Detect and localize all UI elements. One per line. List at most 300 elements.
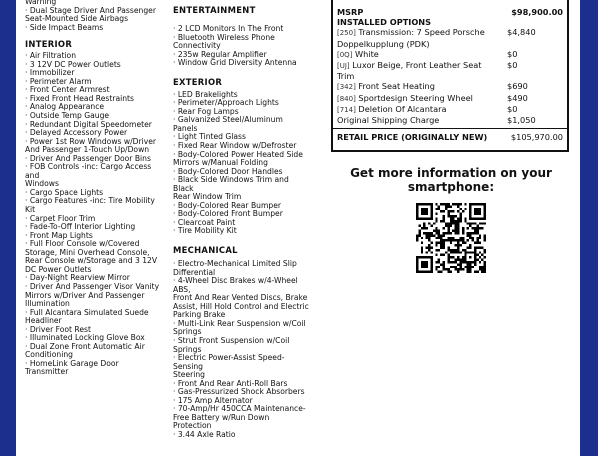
qr-module bbox=[452, 210, 454, 212]
list-item: Differential bbox=[173, 267, 216, 277]
qr-module bbox=[440, 237, 442, 239]
qr-module bbox=[469, 225, 471, 227]
qr-module bbox=[426, 227, 428, 229]
qr-module bbox=[476, 232, 478, 234]
qr-module bbox=[435, 208, 437, 210]
qr-module bbox=[435, 261, 437, 263]
qr-module bbox=[469, 271, 471, 273]
qr-module bbox=[435, 213, 437, 215]
qr-module bbox=[484, 222, 486, 224]
qr-module bbox=[452, 217, 454, 219]
option-description: Front Seat Heating bbox=[355, 81, 435, 92]
qr-module bbox=[443, 246, 445, 248]
list-item: Windows bbox=[25, 179, 59, 189]
list-item: Steering bbox=[173, 370, 206, 380]
list-item: · Full Floor Console w/Covered bbox=[25, 239, 140, 249]
qr-module bbox=[464, 242, 466, 244]
price-box bbox=[331, 0, 569, 152]
list-item: Warning bbox=[25, 0, 57, 6]
qr-module bbox=[433, 234, 435, 236]
qr-module bbox=[430, 232, 432, 234]
list-item: · 235w Regular Amplifier bbox=[173, 49, 267, 59]
qr-module bbox=[457, 222, 459, 224]
qr-module bbox=[474, 271, 476, 273]
qr-module bbox=[459, 237, 461, 239]
installed-options-heading: INSTALLED OPTIONS bbox=[337, 17, 432, 28]
list-item: · LED Brakelights bbox=[173, 89, 238, 99]
qr-module bbox=[459, 213, 461, 215]
list-item: · Side Impact Beams bbox=[25, 22, 104, 32]
qr-module bbox=[452, 251, 454, 253]
list-item: · Window Grid Diversity Antenna bbox=[173, 58, 297, 68]
qr-module bbox=[443, 220, 445, 222]
qr-module bbox=[459, 220, 461, 222]
qr-module bbox=[474, 242, 476, 244]
qr-module bbox=[428, 234, 430, 236]
qr-module bbox=[452, 249, 454, 251]
qr-module bbox=[450, 256, 452, 258]
qr-module bbox=[476, 271, 478, 273]
qr-module bbox=[457, 259, 459, 261]
qr-module bbox=[447, 268, 449, 270]
option-label bbox=[337, 93, 507, 104]
interior-items-list bbox=[25, 52, 161, 377]
list-item: DC Power Outlets bbox=[25, 264, 92, 274]
mechanical-heading: MECHANICAL bbox=[173, 245, 238, 256]
list-item: Assist, Hill Hold Control and Electric bbox=[173, 301, 309, 311]
qr-module bbox=[440, 244, 442, 246]
exterior-heading: EXTERIOR bbox=[173, 76, 223, 87]
list-item: · HomeLink Garage Door Transmitter bbox=[25, 358, 119, 377]
qr-module bbox=[426, 234, 428, 236]
qr-module bbox=[459, 268, 461, 270]
qr-module bbox=[455, 249, 457, 251]
option-code: [0Q] bbox=[337, 50, 353, 59]
qr-module bbox=[479, 256, 481, 258]
qr-module bbox=[476, 254, 478, 256]
list-item: · Body-Colored Door Handles bbox=[173, 166, 283, 176]
option-price: $0 bbox=[507, 60, 518, 71]
qr-module bbox=[440, 239, 442, 241]
qr-module bbox=[445, 203, 447, 205]
qr-module bbox=[469, 232, 471, 234]
qr-module bbox=[416, 237, 418, 239]
shipping-value: $1,050 bbox=[507, 115, 536, 126]
qr-module bbox=[438, 232, 440, 234]
qr-module bbox=[443, 232, 445, 234]
qr-code[interactable] bbox=[416, 203, 486, 273]
qr-module bbox=[452, 239, 454, 241]
qr-module bbox=[467, 268, 469, 270]
qr-module bbox=[455, 215, 457, 217]
list-item: · Driver And Passenger Door Bins bbox=[25, 153, 151, 163]
list-item: · Fade-To-Off Interior Lighting bbox=[25, 222, 136, 232]
option-description: Transmission: 7 Speed Porsche bbox=[355, 27, 485, 38]
qr-module bbox=[438, 259, 440, 261]
qr-module bbox=[430, 251, 432, 253]
qr-module bbox=[459, 239, 461, 241]
qr-module bbox=[443, 203, 445, 205]
qr-module bbox=[472, 239, 474, 241]
list-item: · Multi-Link Rear Suspension w/Coil bbox=[173, 318, 306, 328]
qr-module bbox=[428, 222, 430, 224]
qr-module bbox=[443, 210, 445, 212]
qr-module bbox=[443, 254, 445, 256]
qr-module bbox=[455, 203, 457, 205]
qr-module bbox=[459, 217, 461, 219]
qr-module bbox=[457, 268, 459, 270]
option-row bbox=[337, 93, 563, 104]
qr-module bbox=[474, 263, 476, 265]
qr-module bbox=[423, 222, 425, 224]
qr-module bbox=[443, 239, 445, 241]
option-label bbox=[337, 27, 507, 48]
option-price: $0 bbox=[507, 48, 518, 59]
qr-module bbox=[467, 271, 469, 273]
qr-module bbox=[459, 251, 461, 253]
qr-module bbox=[467, 263, 469, 265]
qr-module bbox=[457, 244, 459, 246]
qr-module bbox=[428, 249, 430, 251]
qr-module bbox=[455, 222, 457, 224]
more-info-line2: smartphone: bbox=[407, 180, 495, 194]
retail-label: RETAIL PRICE (ORIGINALLY NEW) bbox=[337, 132, 488, 143]
qr-module bbox=[476, 230, 478, 232]
option-row bbox=[337, 104, 563, 115]
qr-module bbox=[418, 232, 420, 234]
exterior-items-list bbox=[173, 91, 309, 236]
list-item: · Immobilizer bbox=[25, 68, 75, 78]
qr-module bbox=[421, 227, 423, 229]
qr-module bbox=[435, 254, 437, 256]
installed-options-list bbox=[337, 27, 563, 115]
qr-module bbox=[443, 227, 445, 229]
safety-items-list bbox=[25, 0, 161, 32]
qr-module bbox=[421, 261, 428, 268]
qr-module bbox=[484, 261, 486, 263]
qr-module bbox=[447, 256, 449, 258]
qr-module bbox=[445, 208, 447, 210]
list-item: · 3 12V DC Power Outlets bbox=[25, 59, 121, 69]
qr-module bbox=[447, 232, 449, 234]
qr-module bbox=[455, 266, 457, 268]
qr-module bbox=[481, 271, 483, 273]
middle-column bbox=[173, 5, 309, 440]
qr-module bbox=[476, 242, 478, 244]
qr-module bbox=[416, 239, 418, 241]
qr-module bbox=[467, 239, 469, 241]
qr-module bbox=[445, 268, 447, 270]
qr-module bbox=[455, 239, 457, 241]
list-item: · Body-Colored Rear Bumper bbox=[173, 200, 281, 210]
qr-module bbox=[450, 249, 452, 251]
qr-module bbox=[423, 232, 425, 234]
qr-module bbox=[469, 246, 471, 248]
qr-module bbox=[435, 230, 437, 232]
list-item: · Tire Mobility Kit bbox=[173, 226, 237, 236]
qr-module bbox=[474, 227, 476, 229]
list-item: · 175 Amp Alternator bbox=[173, 395, 253, 405]
list-item: · Front And Rear Anti-Roll Bars bbox=[173, 378, 288, 388]
qr-module bbox=[438, 242, 440, 244]
qr-module bbox=[464, 208, 466, 210]
qr-module bbox=[450, 225, 452, 227]
qr-module bbox=[438, 266, 440, 268]
entertainment-heading: ENTERTAINMENT bbox=[173, 5, 256, 15]
qr-module bbox=[462, 237, 464, 239]
qr-module bbox=[430, 225, 432, 227]
list-item: · Cargo Space Lights bbox=[25, 187, 104, 197]
list-item: · Perimeter Alarm bbox=[25, 76, 92, 86]
list-item: · Electro-Mechanical Limited Slip bbox=[173, 259, 297, 269]
list-item: · Day-Night Rearview Mirror bbox=[25, 273, 130, 283]
qr-module bbox=[484, 251, 486, 253]
qr-module bbox=[476, 237, 478, 239]
list-item: Springs bbox=[173, 344, 202, 354]
qr-module bbox=[457, 271, 459, 273]
list-item: Headliner bbox=[25, 316, 62, 326]
qr-module bbox=[469, 244, 471, 246]
more-info-text bbox=[331, 166, 571, 194]
qr-module bbox=[455, 268, 457, 270]
qr-module bbox=[472, 222, 474, 224]
qr-module bbox=[457, 263, 459, 265]
qr-module bbox=[438, 205, 440, 207]
qr-module bbox=[435, 203, 437, 205]
qr-module bbox=[450, 220, 452, 222]
qr-module bbox=[472, 266, 474, 268]
qr-module bbox=[452, 230, 454, 232]
list-item: Free Battery w/Run Down Protection bbox=[173, 412, 270, 431]
qr-module bbox=[479, 251, 481, 253]
qr-module bbox=[426, 251, 428, 253]
qr-module bbox=[440, 242, 442, 244]
qr-module bbox=[481, 266, 483, 268]
list-item: Mirrors w/Manual Folding bbox=[173, 158, 268, 168]
qr-module bbox=[467, 246, 469, 248]
qr-module bbox=[421, 246, 423, 248]
qr-module bbox=[440, 254, 442, 256]
option-description: White bbox=[352, 48, 379, 59]
qr-module bbox=[455, 261, 457, 263]
qr-module bbox=[426, 246, 428, 248]
list-item: · Body-Colored Front Bumper bbox=[173, 209, 283, 219]
qr-module bbox=[457, 230, 459, 232]
qr-module bbox=[430, 234, 432, 236]
list-item: · 4-Wheel Disc Brakes w/4-Wheel ABS, bbox=[173, 276, 298, 294]
qr-module bbox=[435, 242, 437, 244]
qr-module bbox=[459, 261, 461, 263]
qr-module bbox=[459, 203, 461, 205]
qr-module bbox=[484, 256, 486, 258]
qr-module bbox=[418, 230, 420, 232]
qr-module bbox=[433, 222, 435, 224]
more-info-line1: Get more information on your bbox=[350, 166, 552, 180]
list-item: · Black Side Windows Trim and Black bbox=[173, 175, 289, 193]
qr-module bbox=[479, 237, 481, 239]
qr-module bbox=[438, 237, 440, 239]
qr-module bbox=[472, 232, 474, 234]
qr-module bbox=[474, 249, 476, 251]
list-item: Parking Brake bbox=[173, 310, 226, 320]
qr-module bbox=[464, 249, 466, 251]
option-description-cont: Doppelkupplung (PDK) bbox=[337, 38, 430, 49]
list-item: · 2 LCD Monitors In The Front bbox=[173, 24, 284, 33]
qr-module bbox=[447, 239, 449, 241]
entertainment-items-list bbox=[173, 25, 309, 68]
qr-module bbox=[459, 263, 461, 265]
qr-module bbox=[452, 222, 454, 224]
list-item: · Galvanized Steel/Aluminum Panels bbox=[173, 115, 283, 133]
qr-module bbox=[455, 251, 457, 253]
qr-module bbox=[443, 234, 445, 236]
qr-module bbox=[450, 210, 452, 212]
qr-module bbox=[484, 266, 486, 268]
option-code: [840] bbox=[337, 94, 356, 103]
qr-module bbox=[467, 232, 469, 234]
qr-module bbox=[440, 246, 442, 248]
option-price: $0 bbox=[507, 103, 518, 114]
qr-module bbox=[474, 230, 476, 232]
msrp-row bbox=[337, 7, 563, 17]
option-row bbox=[337, 60, 563, 81]
qr-module bbox=[481, 254, 483, 256]
list-item: · Gas-Pressurized Shock Absorbers bbox=[173, 387, 305, 397]
qr-module bbox=[440, 220, 442, 222]
qr-module bbox=[450, 215, 452, 217]
qr-module bbox=[455, 244, 457, 246]
qr-module bbox=[447, 271, 449, 273]
qr-module bbox=[438, 271, 440, 273]
option-code: [UJ] bbox=[337, 62, 350, 71]
option-price: $4,840 bbox=[507, 27, 536, 38]
qr-module bbox=[445, 239, 447, 241]
qr-module bbox=[447, 237, 449, 239]
shipping-row bbox=[337, 115, 563, 125]
qr-module bbox=[416, 234, 418, 236]
qr-module bbox=[459, 215, 461, 217]
qr-module bbox=[476, 246, 478, 248]
qr-module bbox=[467, 266, 469, 268]
qr-module bbox=[447, 227, 449, 229]
qr-module bbox=[450, 251, 452, 253]
list-item: · Redundant Digital Speedometer bbox=[25, 119, 152, 129]
list-item: · Front Map Lights bbox=[25, 230, 93, 240]
option-price: $690 bbox=[507, 81, 528, 92]
qr-module bbox=[462, 227, 464, 229]
qr-module bbox=[484, 239, 486, 241]
option-description: Sportdesign Steering Wheel bbox=[355, 92, 473, 103]
list-item: Springs bbox=[173, 327, 202, 337]
qr-module bbox=[438, 208, 440, 210]
qr-module bbox=[479, 266, 481, 268]
qr-module bbox=[469, 237, 471, 239]
qr-module bbox=[464, 266, 466, 268]
qr-module bbox=[447, 205, 449, 207]
qr-module bbox=[464, 203, 466, 205]
qr-module bbox=[479, 261, 481, 263]
option-label bbox=[337, 49, 507, 60]
qr-module bbox=[440, 263, 442, 265]
qr-module bbox=[450, 266, 452, 268]
qr-module bbox=[455, 232, 457, 234]
qr-module bbox=[476, 259, 478, 261]
qr-module bbox=[450, 232, 452, 234]
qr-module bbox=[421, 251, 423, 253]
qr-module bbox=[421, 237, 423, 239]
option-row bbox=[337, 49, 563, 60]
qr-module bbox=[462, 256, 464, 258]
qr-module bbox=[440, 210, 442, 212]
qr-module bbox=[445, 251, 447, 253]
list-item: · Perimeter/Approach Lights bbox=[173, 98, 279, 108]
qr-module bbox=[447, 259, 449, 261]
qr-module bbox=[450, 205, 452, 207]
qr-module bbox=[435, 268, 437, 270]
qr-module bbox=[450, 242, 452, 244]
list-item: · Dual Stage Driver And Passenger bbox=[25, 5, 156, 15]
qr-module bbox=[445, 225, 447, 227]
option-code: [342] bbox=[337, 83, 356, 92]
list-item: Rear Console w/Storage and 3 12V bbox=[25, 256, 158, 266]
qr-module bbox=[472, 227, 474, 229]
qr-module bbox=[438, 249, 440, 251]
qr-module bbox=[484, 234, 486, 236]
list-item: · Carpet Floor Trim bbox=[25, 213, 96, 223]
qr-module bbox=[472, 237, 474, 239]
qr-module bbox=[445, 222, 447, 224]
qr-module bbox=[459, 259, 461, 261]
qr-module bbox=[430, 242, 432, 244]
qr-module bbox=[452, 266, 454, 268]
qr-module bbox=[435, 220, 437, 222]
qr-module bbox=[484, 271, 486, 273]
qr-module bbox=[476, 225, 478, 227]
qr-module bbox=[428, 246, 430, 248]
left-column bbox=[25, 0, 161, 377]
qr-module bbox=[428, 244, 430, 246]
list-item: Seat-Mounted Side Airbags bbox=[25, 14, 129, 24]
qr-module bbox=[457, 251, 459, 253]
msrp-label: MSRP bbox=[337, 7, 364, 17]
qr-module bbox=[428, 232, 430, 234]
qr-module bbox=[479, 242, 481, 244]
qr-module bbox=[450, 261, 452, 263]
qr-module bbox=[443, 266, 445, 268]
qr-module bbox=[479, 234, 481, 236]
qr-module bbox=[484, 263, 486, 265]
qr-module bbox=[452, 220, 454, 222]
qr-module bbox=[443, 215, 445, 217]
qr-module bbox=[428, 237, 430, 239]
qr-module bbox=[484, 268, 486, 270]
qr-module bbox=[443, 263, 445, 265]
list-item: Conditioning bbox=[25, 350, 73, 360]
qr-module bbox=[457, 210, 459, 212]
qr-module bbox=[474, 246, 476, 248]
qr-module bbox=[462, 249, 464, 251]
interior-heading: INTERIOR bbox=[25, 39, 73, 50]
option-label bbox=[337, 104, 507, 115]
qr-module bbox=[455, 227, 457, 229]
qr-module bbox=[462, 239, 464, 241]
list-item: · Full Alcantara Simulated Suede bbox=[25, 307, 149, 317]
qr-module bbox=[457, 246, 459, 248]
qr-module bbox=[455, 225, 457, 227]
qr-module bbox=[418, 225, 420, 227]
qr-module bbox=[457, 203, 459, 205]
qr-module bbox=[457, 220, 459, 222]
